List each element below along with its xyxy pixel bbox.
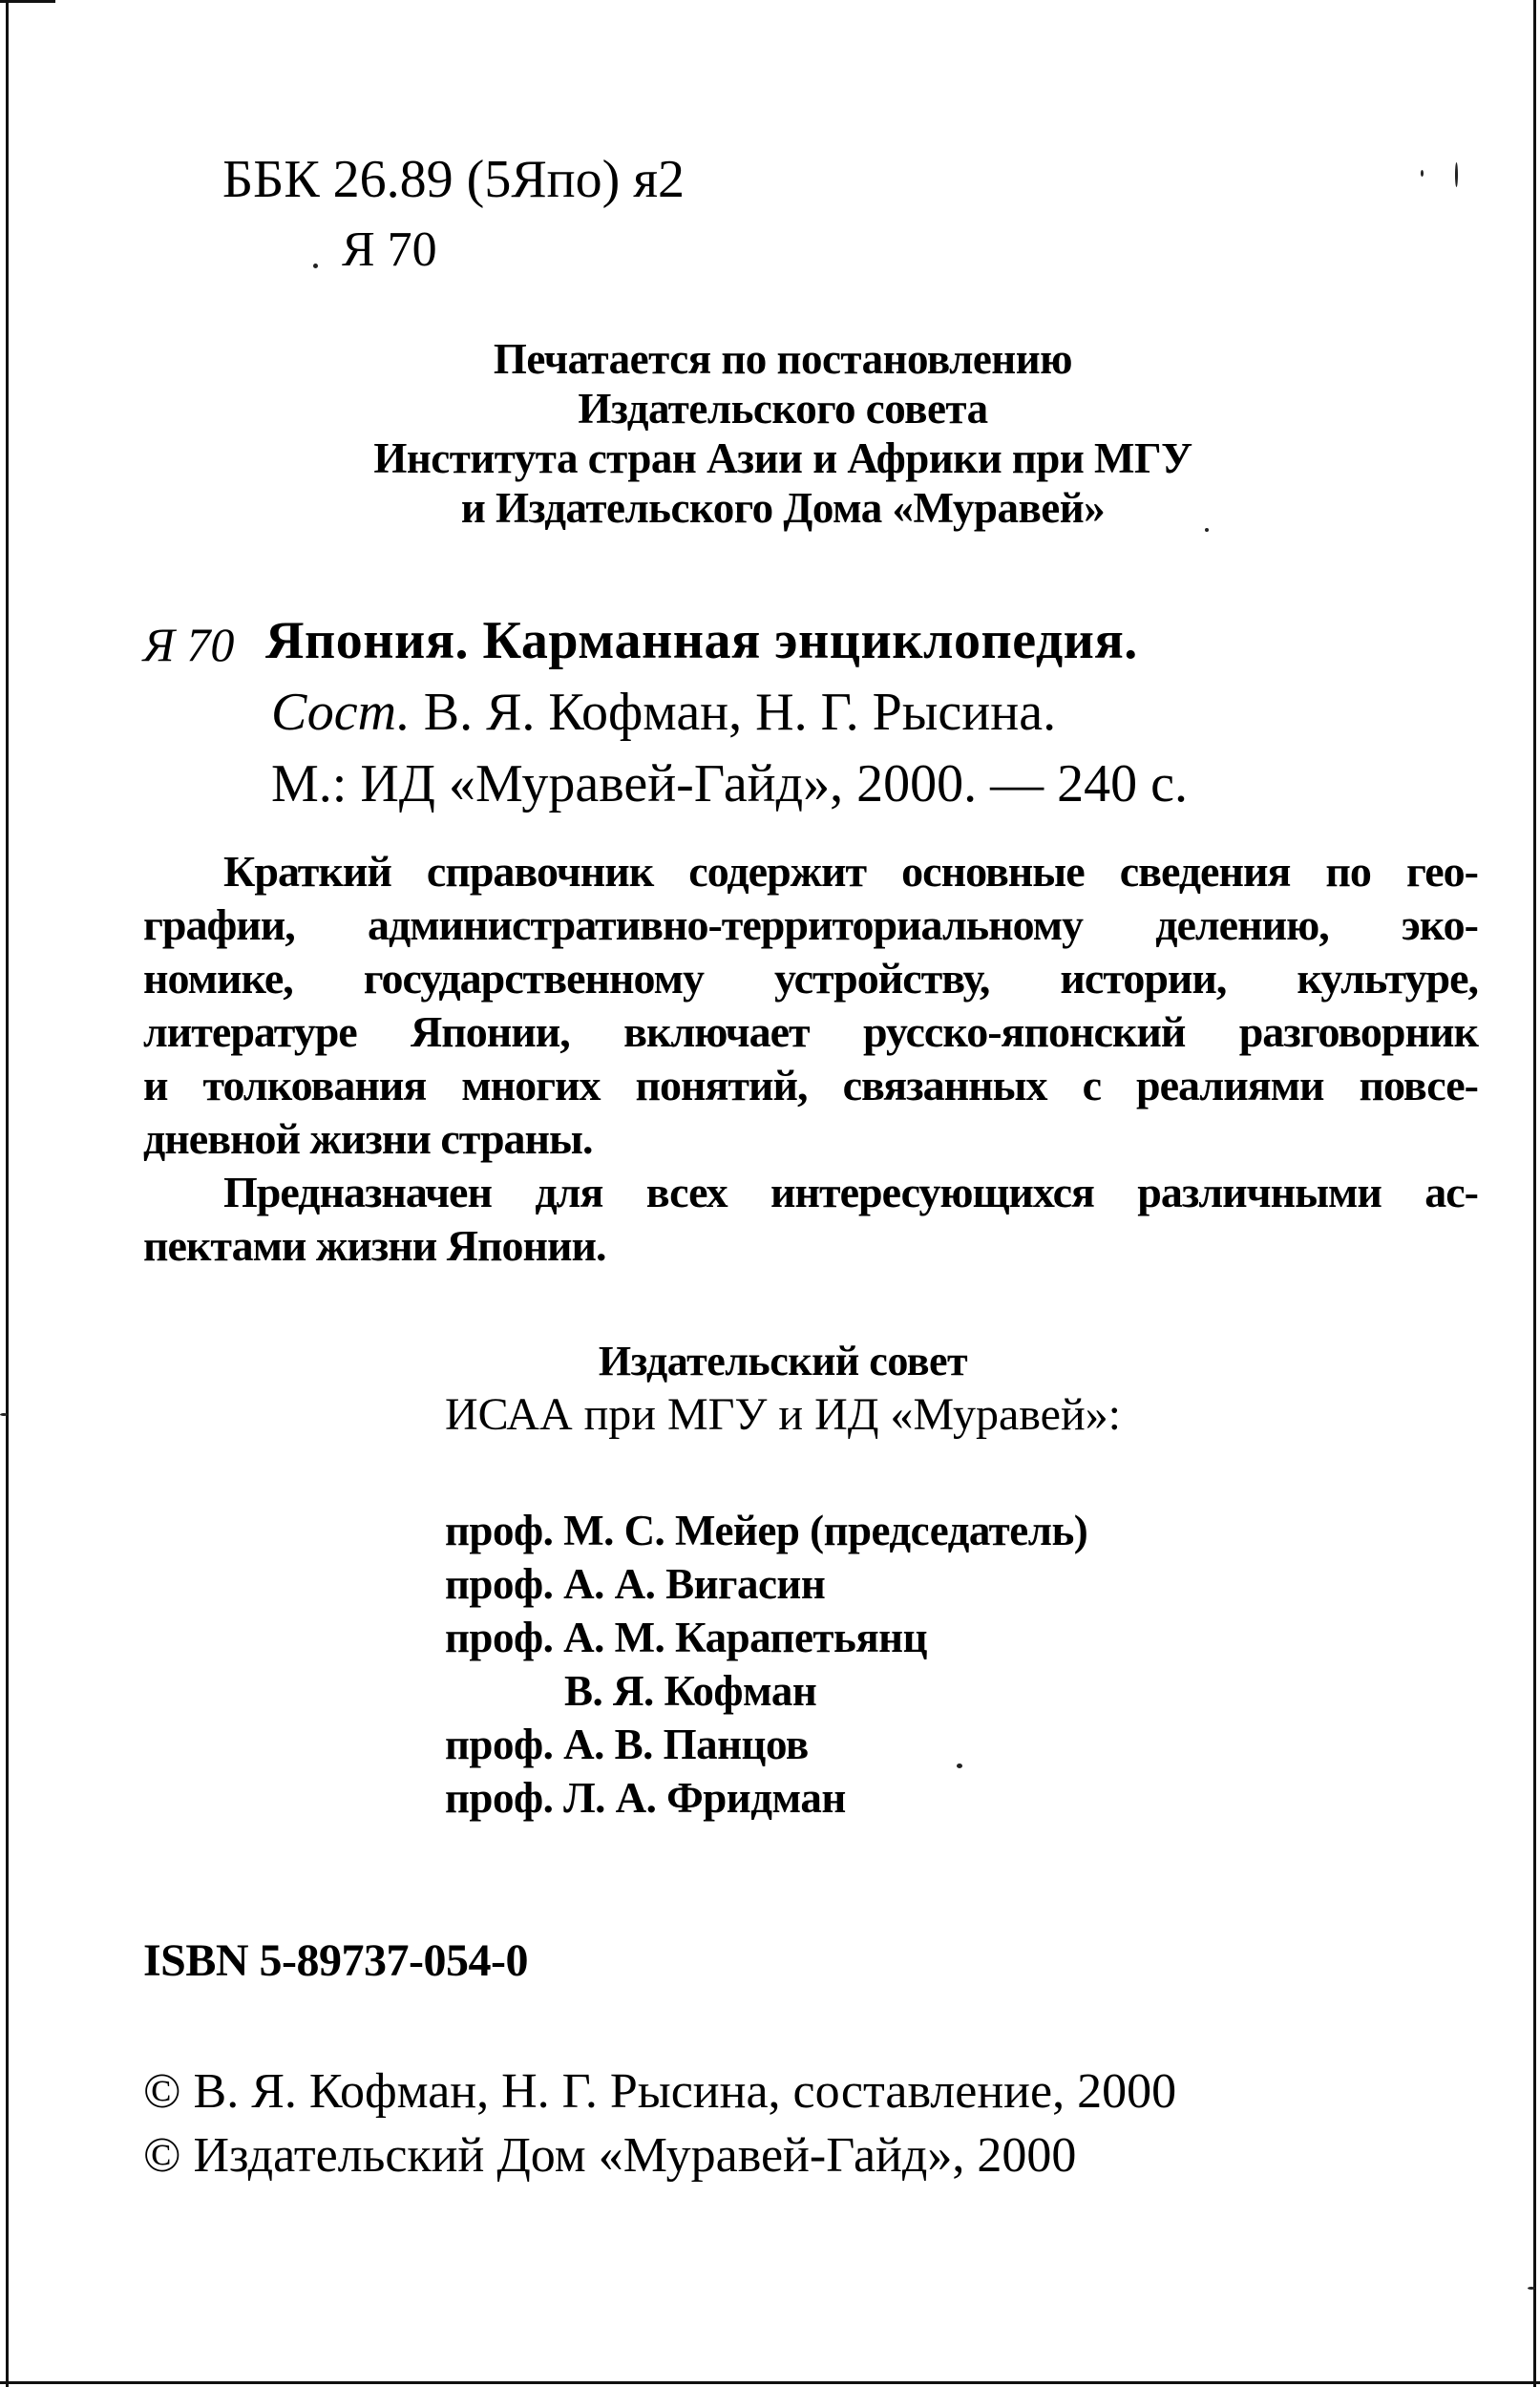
annotation-line: пектами жизни Японии. — [143, 1221, 606, 1270]
scan-speck — [1421, 170, 1424, 177]
approval-notice — [325, 334, 1241, 533]
annotation-line: Предназначен для всех интересующихся различными ас- — [223, 1168, 1478, 1216]
scan-edge-right — [1533, 0, 1536, 2387]
imprint-line: М.: ИД «Муравей-Гайд», 2000. — 240 с. — [271, 754, 1188, 813]
council-member: проф. Л. А. Фридман — [445, 1774, 846, 1822]
council-members — [445, 1504, 1087, 1825]
council-member: проф. М. С. Мейер (председатель) — [445, 1507, 1088, 1554]
council-member: В. Я. Кофман — [564, 1667, 817, 1715]
copyright-line: © В. Я. Кофман, Н. Г. Рысина, составление, 2000 — [143, 2064, 1177, 2119]
annotation-line: и толкования многих понятий, связанных с реалиями повсе- — [143, 1061, 1478, 1109]
compilers-line — [271, 683, 1057, 742]
approval-line: и Издательского Дома «Муравей» — [460, 484, 1106, 532]
author-sign-code: Я 70 — [342, 222, 437, 277]
scan-speck — [1455, 162, 1458, 187]
annotation-line: Краткий справочник содержит основные сведения по гео- — [223, 847, 1478, 896]
council-subtitle: ИСАА при МГУ и ИД «Муравей»: — [445, 1389, 1121, 1440]
scan-speck — [1528, 2287, 1535, 2290]
bibliographic-code: Я 70 — [143, 618, 235, 671]
copyright-line: © Издательский Дом «Муравей-Гайд», 2000 — [143, 2128, 1077, 2183]
council-member: проф. А. М. Карапетьянц — [445, 1614, 928, 1661]
isbn: ISBN 5-89737-054-0 — [143, 1935, 529, 1986]
approval-line: Печатается по постановлению — [493, 335, 1073, 383]
annotation-line: номике, государственному устройству, истории, культуре, — [143, 954, 1478, 1003]
annotation-line: графии, административно-территориальному делению, эко- — [143, 900, 1478, 949]
annotation — [143, 845, 1478, 1273]
scan-edge-left — [6, 0, 9, 2387]
bbk-classification: ББК 26.89 (5Япо) я2 — [222, 150, 686, 209]
council-member: проф. А. В. Панцов — [445, 1721, 809, 1768]
council-member: проф. А. А. Вигасин — [445, 1560, 826, 1608]
scan-speck — [0, 1413, 8, 1416]
approval-line: Института стран Азии и Африки при МГУ — [373, 434, 1192, 482]
annotation-line: литературе Японии, включает русско-японский разговорник — [143, 1007, 1478, 1056]
approval-line: Издательского совета — [578, 385, 988, 433]
scan-speck — [313, 264, 318, 268]
editorial-council-heading — [420, 1335, 1146, 1442]
council-title: Издательский совет — [598, 1338, 968, 1384]
book-title: Япония. Карманная энциклопедия. — [265, 611, 1138, 670]
scan-edge-bottom — [0, 2381, 1540, 2384]
compilers: В. Я. Кофман, Н. Г. Рысина. — [423, 683, 1057, 742]
compiled-prefix: Сост. — [271, 683, 411, 742]
annotation-line: дневной жизни страны. — [143, 1114, 593, 1163]
